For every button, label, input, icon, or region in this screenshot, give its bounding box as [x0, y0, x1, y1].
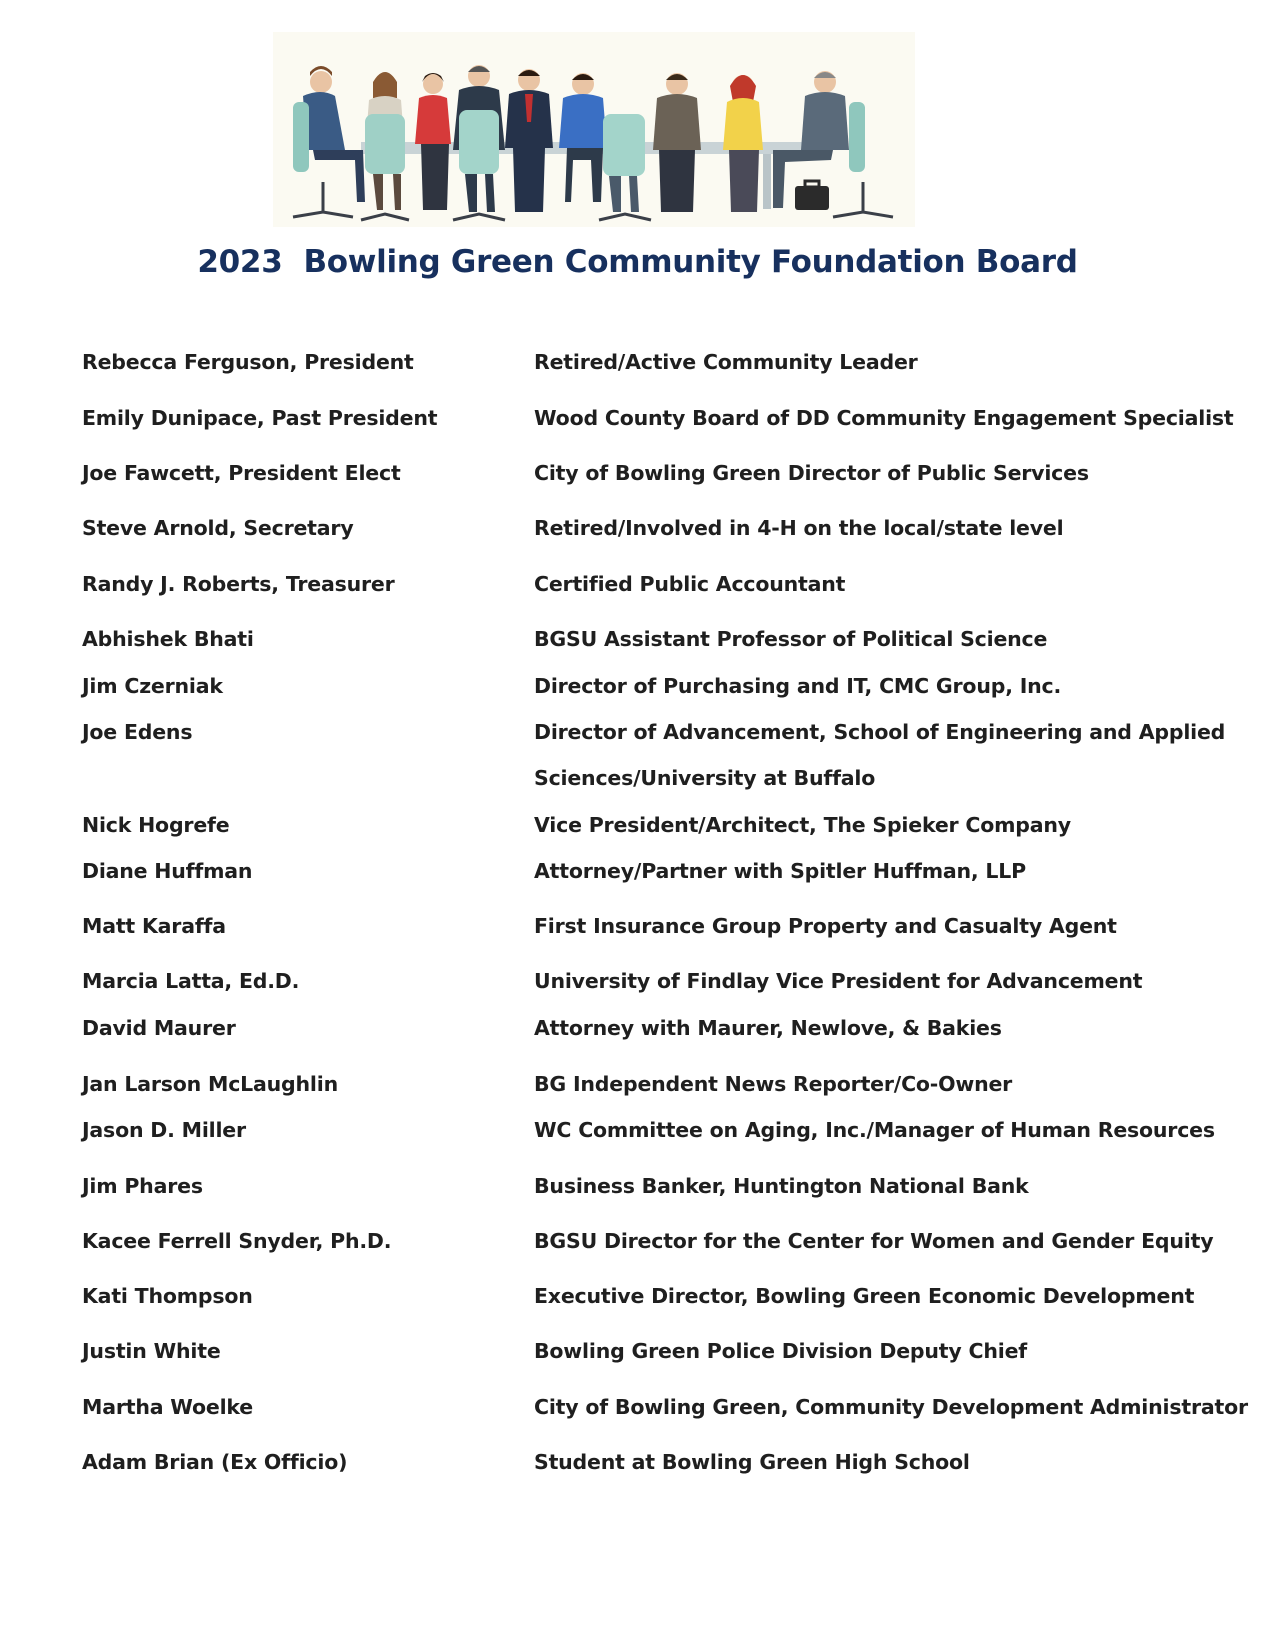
member-name: Randy J. Roberts, Treasurer	[82, 572, 395, 596]
board-meeting-illustration	[273, 32, 915, 227]
member-name: Abhishek Bhati	[82, 627, 254, 651]
member-role: BG Independent News Reporter/Co-Owner	[534, 1072, 1013, 1096]
member-name: Joe Edens	[82, 720, 193, 744]
member-name: Jason D. Miller	[82, 1118, 246, 1142]
member-role: Vice President/Architect, The Spieker Company	[534, 813, 1071, 837]
member-role: Director of Advancement, School of Engineering and Applied	[534, 720, 1226, 744]
member-name: David Maurer	[82, 1016, 236, 1040]
member-name: Matt Karaffa	[82, 914, 226, 938]
member-role: Wood County Board of DD Community Engagement Specialist	[534, 406, 1234, 430]
member-name: Martha Woelke	[82, 1395, 253, 1419]
member-role: Student at Bowling Green High School	[534, 1450, 970, 1474]
member-name: Steve Arnold, Secretary	[82, 516, 354, 540]
member-name: Diane Huffman	[82, 859, 253, 883]
member-name: Jan Larson McLaughlin	[82, 1072, 338, 1096]
member-name: Kati Thompson	[82, 1284, 253, 1308]
member-name: Kacee Ferrell Snyder, Ph.D.	[82, 1229, 392, 1253]
member-name: Jim Czerniak	[82, 674, 223, 698]
member-name: Adam Brian (Ex Officio)	[82, 1450, 348, 1474]
member-role-continued: Sciences/University at Buffalo	[534, 766, 876, 790]
member-name: Justin White	[82, 1339, 221, 1363]
member-role: Retired/Active Community Leader	[534, 350, 918, 374]
member-role: WC Committee on Aging, Inc./Manager of Human Resources	[534, 1118, 1215, 1142]
member-role: BGSU Director for the Center for Women and Gender Equity	[534, 1229, 1214, 1253]
member-role: City of Bowling Green, Community Development Administrator	[534, 1395, 1248, 1419]
member-role: Attorney with Maurer, Newlove, & Bakies	[534, 1016, 1002, 1040]
member-role: City of Bowling Green Director of Public Services	[534, 461, 1089, 485]
member-name: Emily Dunipace, Past President	[82, 406, 438, 430]
member-role: Director of Purchasing and IT, CMC Group, Inc.	[534, 674, 1062, 698]
member-role: First Insurance Group Property and Casualty Agent	[534, 914, 1117, 938]
member-role: Certified Public Accountant	[534, 572, 846, 596]
page-title: 2023 Bowling Green Community Foundation Board	[197, 244, 1078, 280]
member-role: Attorney/Partner with Spitler Huffman, LLP	[534, 859, 1026, 883]
member-role: BGSU Assistant Professor of Political Science	[534, 627, 1048, 651]
member-role: University of Findlay Vice President for Advancement	[534, 969, 1143, 993]
member-name: Joe Fawcett, President Elect	[82, 461, 401, 485]
member-role: Retired/Involved in 4-H on the local/state level	[534, 516, 1064, 540]
member-name: Marcia Latta, Ed.D.	[82, 969, 300, 993]
member-role: Business Banker, Huntington National Bank	[534, 1174, 1029, 1198]
member-name: Nick Hogrefe	[82, 813, 230, 837]
member-name: Jim Phares	[82, 1174, 203, 1198]
member-role: Executive Director, Bowling Green Economic Development	[534, 1284, 1195, 1308]
member-role: Bowling Green Police Division Deputy Chief	[534, 1339, 1027, 1363]
member-name: Rebecca Ferguson, President	[82, 350, 414, 374]
